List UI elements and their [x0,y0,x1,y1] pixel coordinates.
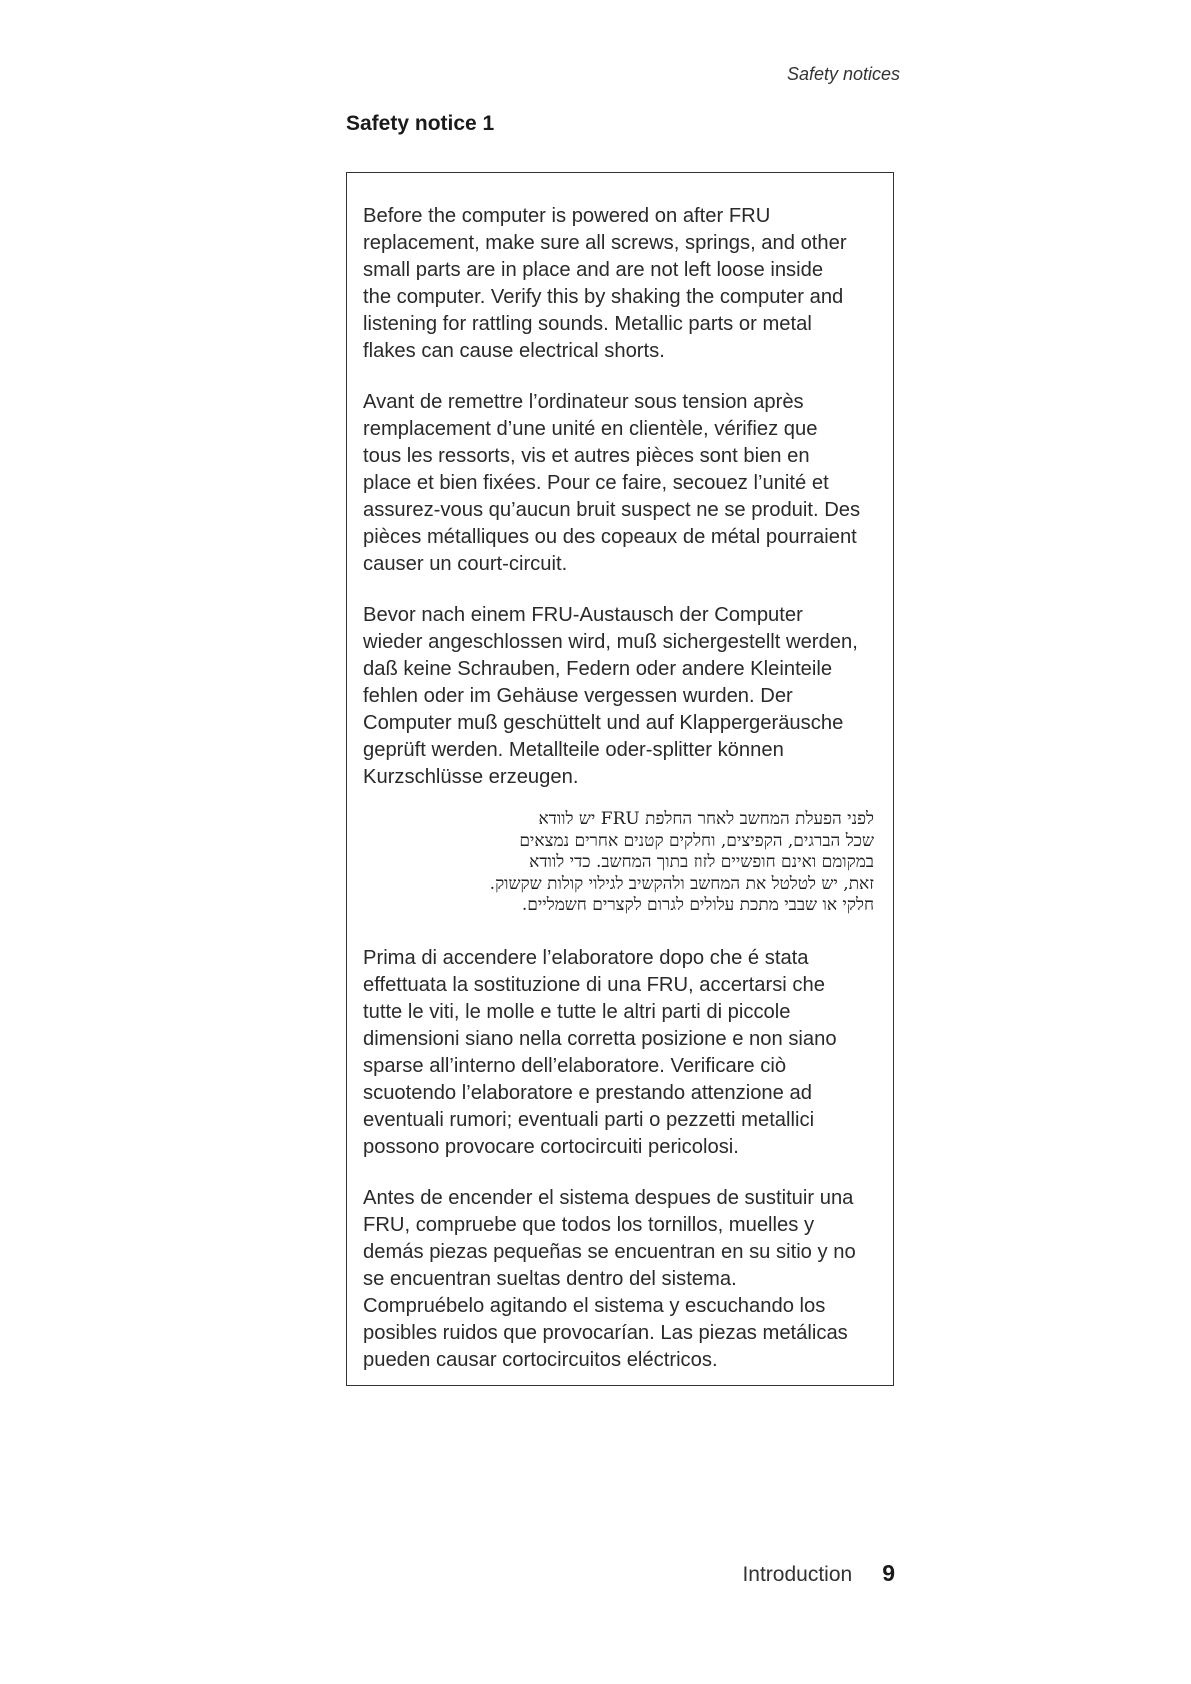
notice-line: effettuata la sostituzione di una FRU, accertarsi che [363,973,825,996]
page-footer [742,1560,895,1587]
notice-line: demás piezas pequeñas se encuentran en su sitio y no [363,1240,856,1263]
notice-box [346,172,894,1386]
notice-line: eventuali rumori; eventuali parti o pezzetti metallici [363,1108,815,1131]
notice-line: place et bien fixées. Pour ce faire, secouez l’unité et [363,472,829,494]
notice-line: flakes can cause electrical shorts. [363,340,665,362]
notice-line: Bevor nach einem FRU-Austausch der Computer [363,604,803,626]
notice-paragraph-fr [363,389,877,578]
notice-line: replacement, make sure all screws, springs, and other [363,232,847,254]
notice-line: posibles ruidos que provocarían. Las piezas metálicas [363,1321,848,1344]
notice-line: Compruébelo agitando el sistema y escuchando los [363,1294,826,1317]
notice-paragraph-de [363,602,877,791]
notice-paragraph-he [363,809,874,917]
notice-line: fehlen oder im Gehäuse vergessen wurden. Der [363,685,793,707]
notice-line: remplacement d’une unité en clientèle, vérifiez que [363,418,818,440]
notice-line: tous les ressorts, vis et autres pièces sont bien en [363,445,810,467]
page-number: 9 [882,1560,895,1586]
notice-title: Safety notice 1 [346,112,495,135]
notice-line: במקומם ואינם חופשיים לזוז בתוך המחשב. כדי לוודא [529,852,874,872]
notice-line: listening for rattling sounds. Metallic parts or metal [363,313,812,335]
notice-line: geprüft werden. Metallteile oder-splitter können [363,739,784,761]
footer-section-title: Introduction [742,1563,853,1586]
notice-line: scuotendo l’elaboratore e prestando attenzione ad [363,1081,812,1104]
notice-line: se encuentran sueltas dentro del sistema. [363,1267,737,1290]
notice-line: possono provocare cortocircuiti pericolosi. [363,1135,739,1158]
notice-line: pièces métalliques ou des copeaux de métal pourraient [363,526,857,548]
notice-line: pueden causar cortocircuitos eléctricos. [363,1348,718,1371]
notice-line: Prima di accendere l’elaboratore dopo che é stata [363,946,809,969]
notice-line: לפני הפעלת המחשב לאחר החלפת FRU יש לוודא [538,809,874,829]
notice-line: זאת, יש לטלטל את המחשב ולהקשיב לגילוי קולות שקשוק. [489,873,874,894]
notice-line: wieder angeschlossen wird, muß sichergestellt werden, [363,631,858,653]
notice-line: sparse all’interno dell’elaboratore. Verificare ciò [363,1054,787,1077]
notice-line: Kurzschlüsse erzeugen. [363,766,579,788]
notice-line: the computer. Verify this by shaking the computer and [363,286,844,308]
notice-line: dimensioni siano nella corretta posizione e non siano [363,1027,837,1050]
notice-paragraph-en [363,203,877,365]
notice-paragraph-es [363,1185,877,1374]
notice-line: חלקי או שבבי מתכת עלולים לגרום לקצרים חשמליים. [521,895,874,915]
notice-line: שכל הברגים, הקפיצים, וחלקים קטנים אחרים נמצאים [519,830,874,851]
notice-line: small parts are in place and are not left loose inside [363,259,824,281]
notice-line: assurez-vous qu’aucun bruit suspect ne se produit. Des [363,499,861,521]
notice-line: Computer muß geschüttelt und auf Klappergeräusche [363,712,844,734]
notice-paragraph-it [363,945,877,1161]
notice-line: Antes de encender el sistema despues de sustituir una [363,1186,854,1209]
notice-line: Avant de remettre l’ordinateur sous tension après [363,391,804,413]
notice-line: tutte le viti, le molle e tutte le altri parti di piccole [363,1000,791,1023]
notice-line: daß keine Schrauben, Federn oder andere Kleinteile [363,658,833,680]
notice-line: FRU, compruebe que todos los tornillos, muelles y [363,1213,815,1236]
notice-line: causer un court-circuit. [363,553,568,575]
running-header: Safety notices [786,64,900,84]
notice-line: Before the computer is powered on after FRU [363,205,771,227]
